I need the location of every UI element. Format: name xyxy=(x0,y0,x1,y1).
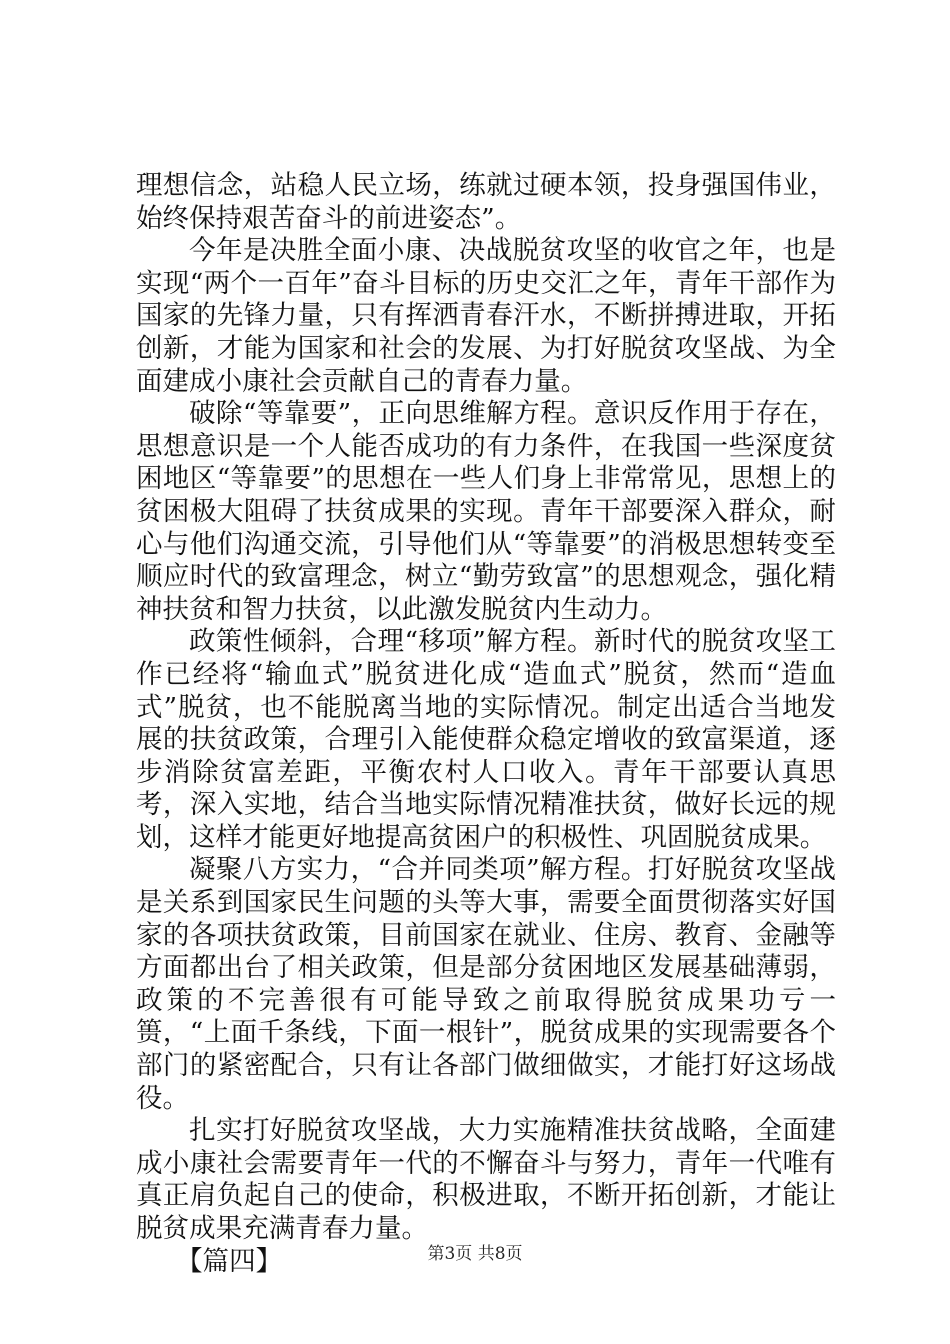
section-heading: 【篇四】 xyxy=(176,1245,283,1277)
paragraph-policy: 政策性倾斜，合理“移项”解方程。新时代的脱贫攻坚工作已经将“输血式”脱贫进化成“造血式”脱贫，然而“造血式”脱贫，也不能脱离当地的实际情况。制定出适合当地发展的扶贫政策，合理引入能使群众稳定增收的致富渠道，逐步消除贫富差距，平衡农村人口收入。青年干部要认真思考，深入实地，结合当地实际情况精准扶贫，做好长远的规划，这样才能更好地提高贫困户的积极性、巩固脱贫成果。 xyxy=(136,626,836,853)
paragraph-mindset: 破除“等靠要”，正向思维解方程。意识反作用于存在，思想意识是一个人能否成功的有力条件，在我国一些深度贫困地区“等靠要”的思想在一些人们身上非常常见，思想上的贫困极大阻碍了扶贫成果的实现。青年干部要深入群众，耐心与他们沟通交流，引导他们从“等靠要”的消极思想转变至顺应时代的致富理念，树立“勤劳致富”的思想观念，强化精神扶贫和智力扶贫，以此激发脱贫内生动力。 xyxy=(136,398,836,625)
document-body xyxy=(136,170,836,1278)
paragraph-intro: 今年是决胜全面小康、决战脱贫攻坚的收官之年，也是实现“两个一百年”奋斗目标的历史交汇之年，青年干部作为国家的先锋力量，只有挥洒青春汗水，不断拼搏进取，开拓创新，才能为国家和社会的发展、为打好脱贫攻坚战、为全面建成小康社会贡献自己的青春力量。 xyxy=(136,235,836,397)
paragraph-continuation: 理想信念，站稳人民立场，练就过硬本领，投身强国伟业，始终保持艰苦奋斗的前进姿态”。 xyxy=(136,170,836,234)
page-number: 第3页 共8页 xyxy=(427,1244,523,1264)
paragraph-cooperation: 凝聚八方实力，“合并同类项”解方程。打好脱贫攻坚战是关系到国家民生问题的头等大事，需要全面贯彻落实好国家的各项扶贫政策，目前国家在就业、住房、教育、金融等方面都出台了相关政策，但是部分贫困地区发展基础薄弱，政策的不完善很有可能导致之前取得脱贫成果功亏一篑，“上面千条线，下面一根针”，脱贫成果的实现需要各个部门的紧密配合，只有让各部门做细做实，才能打好这场战役。 xyxy=(136,854,836,1114)
paragraph-conclusion: 扎实打好脱贫攻坚战，大力实施精准扶贫战略，全面建成小康社会需要青年一代的不懈奋斗与努力，青年一代唯有真正肩负起自己的使命，积极进取，不断开拓创新，才能让脱贫成果充满青春力量。 xyxy=(136,1115,836,1244)
